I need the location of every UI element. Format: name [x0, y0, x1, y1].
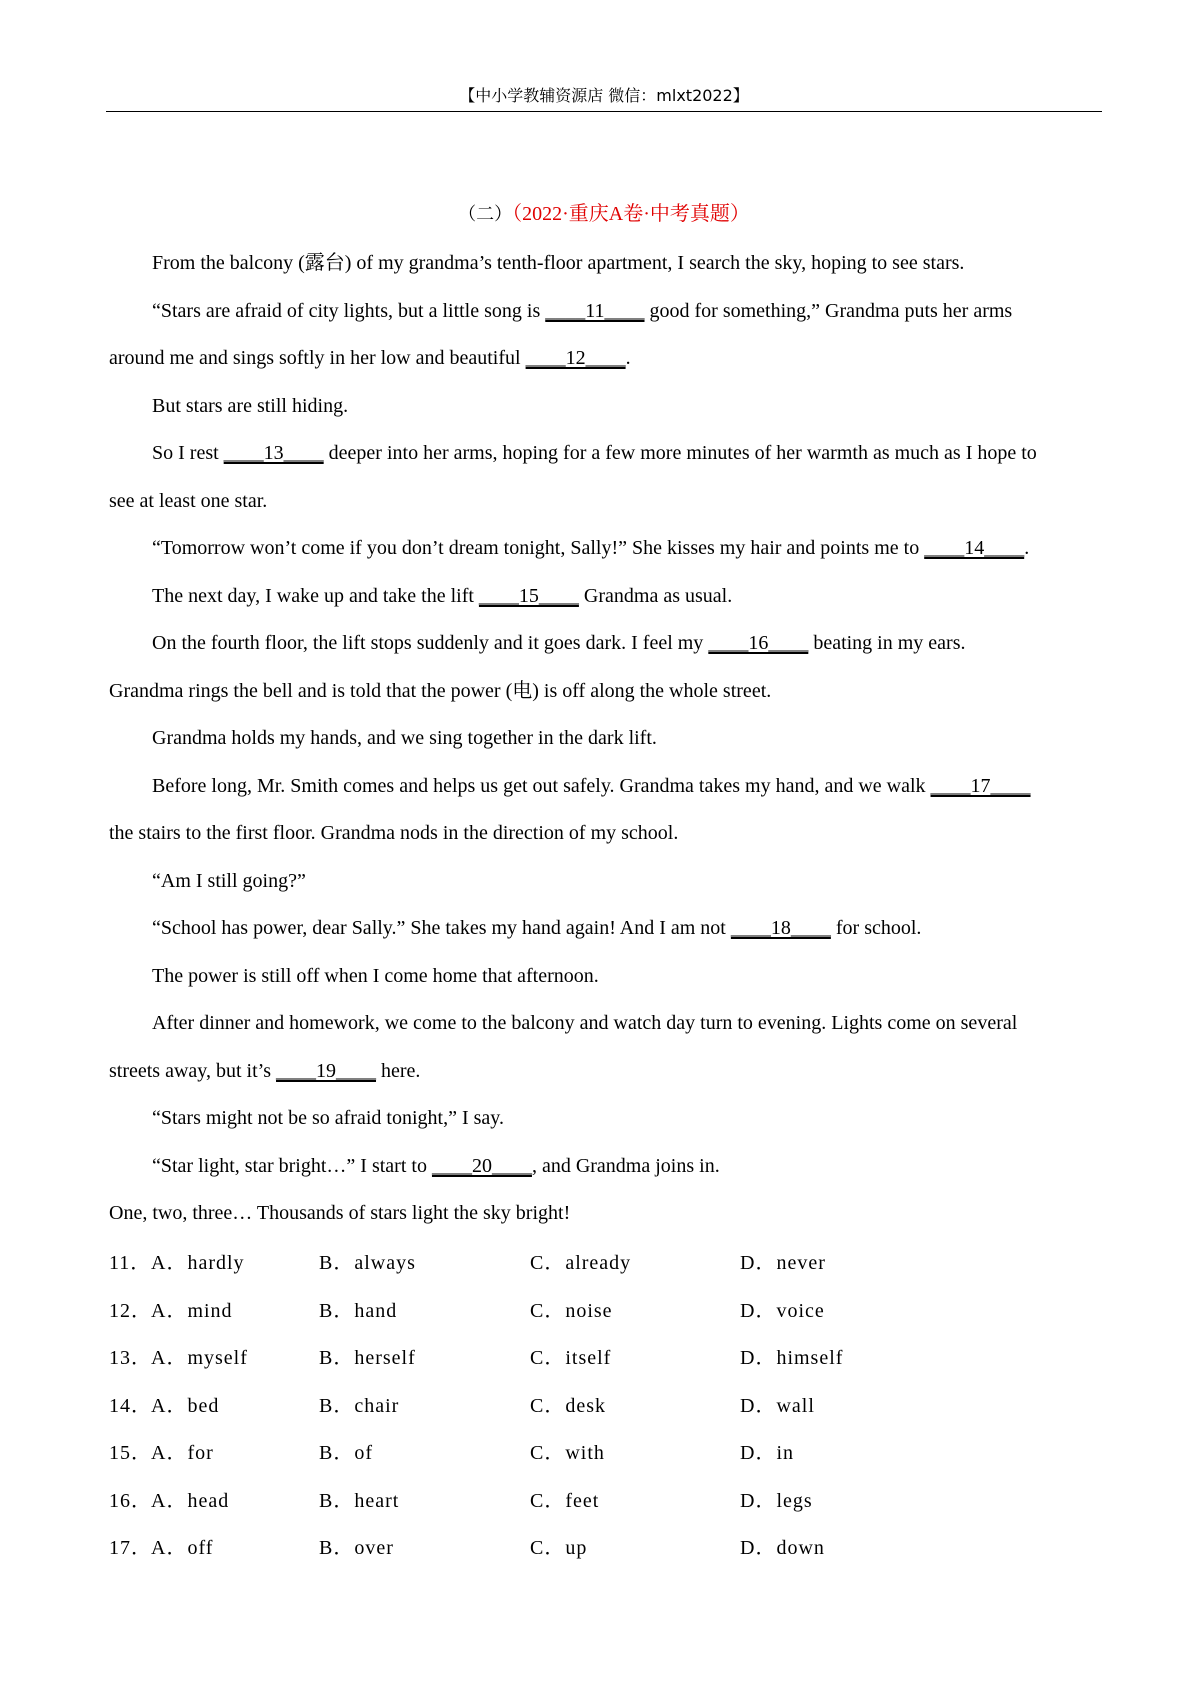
passage-line	[109, 715, 1142, 763]
option-d[interactable]: D．legs	[740, 1489, 813, 1512]
question-row	[109, 1478, 1099, 1526]
answer-blank: ____19____	[276, 1059, 377, 1082]
passage-line	[109, 953, 1142, 1001]
question-number: 16．	[109, 1489, 152, 1512]
passage-line	[109, 1190, 1099, 1238]
option-b[interactable]: B．of	[319, 1442, 373, 1464]
passage-text: “Tomorrow won’t come if you don’t dream tonight, Sally!” She kisses my hair and points me to	[152, 537, 925, 559]
question-row	[109, 1240, 1099, 1288]
question-row	[109, 1430, 1099, 1478]
passage-line	[109, 525, 1142, 573]
option-c[interactable]: C．feet	[530, 1489, 600, 1512]
passage-text: From the balcony (露台) of my grandma’s tenth-floor apartment, I search the sky, hoping to see stars.	[152, 252, 965, 274]
option-b[interactable]: B．heart	[319, 1489, 400, 1512]
option-d[interactable]: D．himself	[740, 1347, 844, 1369]
passage-line	[109, 1048, 1099, 1096]
passage-text: for school.	[830, 917, 922, 939]
passage-text: The power is still off when I come home that afternoon.	[152, 964, 599, 987]
passage-line	[109, 810, 1099, 858]
passage-text: beating in my ears.	[808, 632, 966, 654]
passage-line	[109, 383, 1142, 431]
question-row	[109, 1525, 1099, 1573]
option-a[interactable]: A．for	[151, 1442, 214, 1464]
passage-text: the stairs to the first floor. Grandma nods in the direction of my school.	[109, 822, 679, 844]
answer-blank: ____11____	[545, 299, 645, 322]
passage-text: The next day, I wake up and take the lift	[152, 584, 479, 607]
option-b[interactable]: B．always	[319, 1252, 416, 1274]
answer-blank: ____20____	[431, 1154, 532, 1177]
answer-blank: ____14____	[924, 537, 1025, 559]
header-text: 【中小学教辅资源店 微信：mlxt2022】	[459, 86, 749, 105]
option-c[interactable]: C．noise	[530, 1299, 613, 1322]
passage-line	[109, 240, 1142, 288]
passage-text: deeper into her arms, hoping for a few more minutes of her warmth as much as I hope to	[323, 442, 1037, 464]
passage-text: Before long, Mr. Smith comes and helps us get out safely. Grandma takes my hand, and we walk	[152, 774, 931, 797]
option-a[interactable]: A．head	[151, 1489, 230, 1512]
question-number: 11．	[109, 1252, 152, 1274]
passage-text: , and Grandma joins in.	[531, 1154, 720, 1177]
passage-line	[109, 905, 1142, 953]
option-c[interactable]: C．itself	[530, 1347, 612, 1369]
option-b[interactable]: B．over	[319, 1537, 394, 1559]
passage-text: “Stars might not be so afraid tonight,” I say.	[152, 1107, 504, 1129]
option-a[interactable]: A．off	[151, 1537, 214, 1559]
passage-line	[109, 668, 1099, 716]
question-number: 13．	[109, 1347, 152, 1369]
question-row	[109, 1288, 1099, 1336]
passage-text: .	[625, 347, 631, 369]
answer-blank: ____12____	[525, 347, 626, 369]
passage-line	[109, 1000, 1142, 1048]
page-header	[106, 84, 1102, 108]
passage-text: here.	[376, 1059, 421, 1082]
option-d[interactable]: D．in	[740, 1442, 794, 1464]
answer-blank: ____13____	[223, 442, 324, 464]
passage-line	[109, 335, 1099, 383]
passage-line	[109, 620, 1142, 668]
option-a[interactable]: A．mind	[151, 1299, 233, 1322]
option-c[interactable]: C．desk	[530, 1394, 606, 1417]
passage-line	[109, 430, 1142, 478]
passage-text: “Am I still going?”	[152, 869, 306, 892]
answer-blank: ____16____	[708, 632, 809, 654]
section-source: （2022·重庆A卷·中考真题）	[512, 203, 750, 225]
question-options	[109, 1240, 1099, 1573]
question-row	[109, 1383, 1099, 1431]
option-a[interactable]: A．myself	[151, 1347, 248, 1369]
passage-text: But stars are still hiding.	[152, 394, 349, 417]
passage-line	[109, 858, 1142, 906]
option-d[interactable]: D．voice	[740, 1299, 825, 1322]
passage-line	[109, 1143, 1142, 1191]
answer-blank: ____18____	[730, 917, 831, 939]
passage-text: One, two, three… Thousands of stars light the sky bright!	[109, 1202, 571, 1224]
passage-text: After dinner and homework, we come to the balcony and watch day turn to evening. Lights come on several	[152, 1012, 1018, 1034]
passage-text: around me and sings softly in her low and beautiful	[109, 347, 526, 369]
passage-text: “Star light, star bright…” I start to	[152, 1154, 432, 1177]
passage-line	[109, 478, 1099, 526]
passage-line	[109, 573, 1142, 621]
option-b[interactable]: B．herself	[319, 1347, 416, 1369]
passage-text: .	[1024, 537, 1030, 559]
passage-line	[109, 288, 1142, 336]
answer-blank: ____17____	[930, 774, 1031, 797]
question-number: 14．	[109, 1394, 152, 1417]
passage-text: On the fourth floor, the lift stops suddenly and it goes dark. I feel my	[152, 632, 709, 654]
passage-text: Grandma rings the bell and is told that the power (电) is off along the whole street.	[109, 679, 772, 702]
option-a[interactable]: A．hardly	[151, 1252, 245, 1274]
option-d[interactable]: D．wall	[740, 1394, 815, 1417]
passage-text: “Stars are afraid of city lights, but a little song is	[152, 299, 546, 322]
passage-line	[109, 1095, 1142, 1143]
option-d[interactable]: D．never	[740, 1252, 826, 1274]
passage-text: good for something,” Grandma puts her arms	[644, 299, 1013, 322]
option-c[interactable]: C．already	[530, 1252, 632, 1274]
section-title	[106, 200, 1102, 229]
question-number: 17．	[109, 1537, 152, 1559]
passage-text: Grandma holds my hands, and we sing together in the dark lift.	[152, 727, 657, 749]
option-b[interactable]: B．hand	[319, 1299, 398, 1322]
passage-text: So I rest	[152, 442, 224, 464]
passage-text: streets away, but it’s	[109, 1059, 277, 1082]
passage-text: “School has power, dear Sally.” She takes my hand again! And I am not	[152, 917, 731, 939]
option-c[interactable]: C．up	[530, 1537, 588, 1559]
question-number: 12．	[109, 1299, 152, 1322]
question-row	[109, 1335, 1099, 1383]
option-c[interactable]: C．with	[530, 1442, 605, 1464]
question-number: 15．	[109, 1442, 152, 1464]
option-a[interactable]: A．bed	[151, 1394, 220, 1417]
option-d[interactable]: D．down	[740, 1537, 825, 1559]
passage-line	[109, 763, 1142, 811]
section-number: （二）	[458, 204, 513, 225]
header-divider	[106, 111, 1102, 112]
passage-text: Grandma as usual.	[578, 584, 733, 607]
answer-blank: ____15____	[478, 584, 579, 607]
option-b[interactable]: B．chair	[319, 1394, 400, 1417]
passage-text: see at least one star.	[109, 489, 268, 512]
